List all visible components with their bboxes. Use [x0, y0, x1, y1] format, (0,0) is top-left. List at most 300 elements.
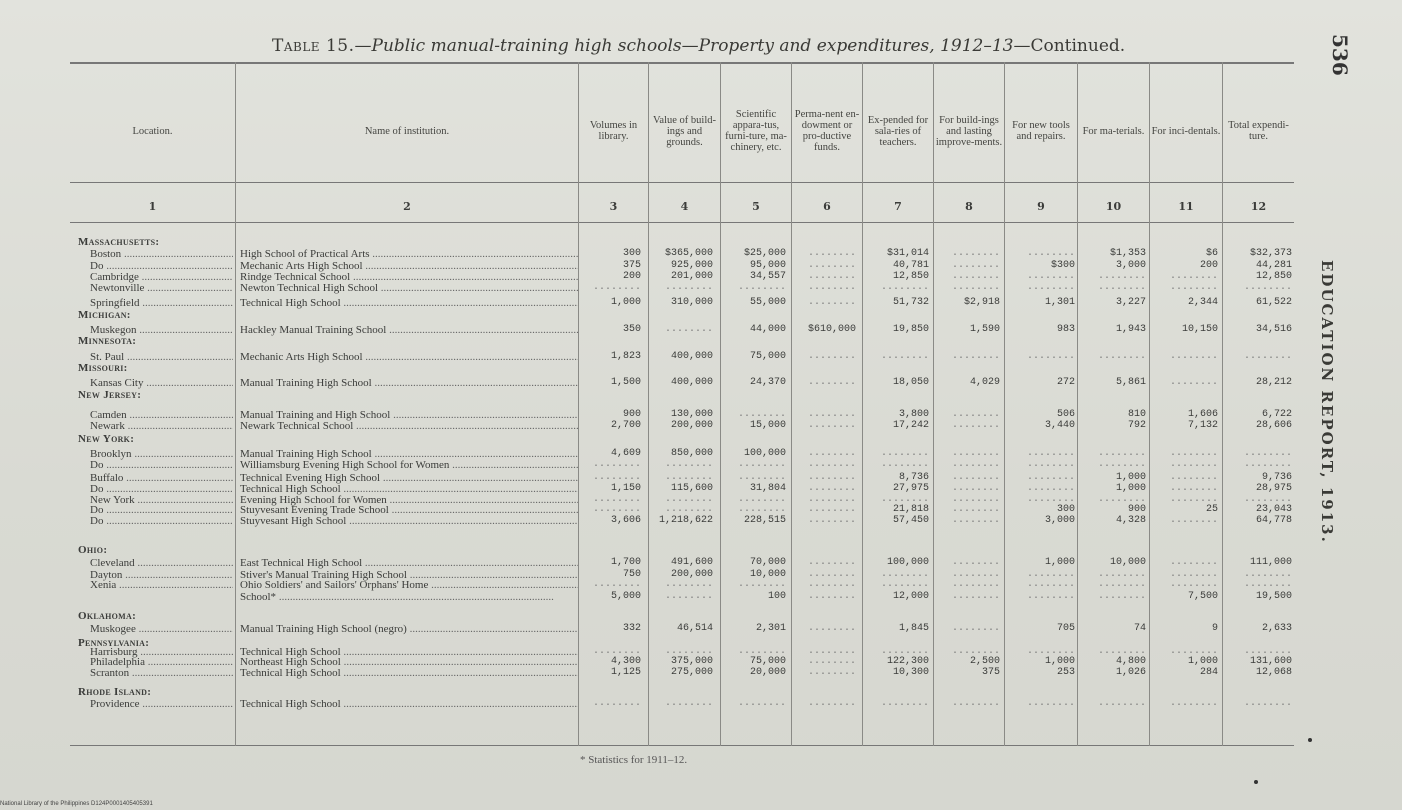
value-cell: 19,500	[1255, 591, 1292, 602]
table-row	[70, 297, 1294, 309]
column-number: 9	[1037, 199, 1045, 213]
value-cell: 1,000	[1115, 483, 1146, 494]
value-cell: ........	[1026, 282, 1075, 293]
value-cell: ........	[1097, 591, 1146, 602]
value-cell: ........	[1169, 515, 1218, 526]
value-cell: 6,722	[1261, 409, 1292, 420]
value-cell: ........	[592, 646, 641, 657]
value-cell: ........	[807, 420, 856, 431]
value-cell: ........	[807, 646, 856, 657]
value-cell: ........	[1243, 494, 1292, 505]
state-label: Pennsylvania:	[78, 637, 150, 649]
institution-cell: East Technical High School .....	[240, 557, 578, 569]
value-cell: 272	[1056, 377, 1075, 388]
value-cell: ........	[1097, 579, 1146, 590]
value-cell: 8,736	[898, 472, 929, 483]
institution-cell: Technical High School .....	[240, 297, 578, 309]
value-cell: 3,000	[1115, 260, 1146, 271]
value-cell: 1,150	[610, 483, 641, 494]
institution-cell: Manual Training High School .....	[240, 377, 578, 389]
value-cell: 300	[622, 248, 641, 259]
value-cell: 23,043	[1255, 504, 1292, 515]
institution-cell: Technical High School .....	[240, 646, 578, 658]
value-cell: 900	[1127, 504, 1146, 515]
value-cell: ........	[807, 569, 856, 580]
header-salaries: Ex-pended for sala-ries of teachers.	[867, 114, 929, 148]
value-cell: 201,000	[670, 271, 713, 282]
location-cell: Camden .....	[90, 409, 233, 421]
table-title-tail: Continued.	[1030, 36, 1126, 56]
value-cell: ........	[951, 282, 1000, 293]
value-cell: ........	[807, 459, 856, 470]
value-cell: 2,301	[755, 623, 786, 634]
value-cell: ........	[1026, 494, 1075, 505]
value-cell: ........	[1026, 448, 1075, 459]
value-cell: ........	[1169, 494, 1218, 505]
value-cell: ........	[592, 504, 641, 515]
value-cell: $6	[1205, 248, 1218, 259]
value-cell: ........	[1243, 351, 1292, 362]
value-cell: 31,804	[749, 483, 786, 494]
value-cell: ........	[951, 472, 1000, 483]
value-cell: ........	[951, 698, 1000, 709]
value-cell: 3,227	[1115, 297, 1146, 308]
value-cell: 115,600	[670, 483, 713, 494]
value-cell: ........	[592, 282, 641, 293]
table-bottom-rule	[70, 745, 1294, 746]
value-cell: 310,000	[670, 297, 713, 308]
location-cell: Buffalo .....	[90, 472, 233, 484]
institution-cell: Manual Training and High School .....	[240, 409, 578, 421]
institution-cell: Mechanic Arts High School .....	[240, 351, 578, 363]
value-cell: 9	[1211, 623, 1218, 634]
location-cell: Scranton .....	[90, 667, 233, 679]
value-cell: ........	[807, 656, 856, 667]
table-title-body: —Public manual-training high schools—Property and expenditures, 1912–13—	[354, 36, 1031, 56]
value-cell: 19,850	[892, 324, 929, 335]
value-cell: 12,000	[892, 591, 929, 602]
state-label: New Jersey:	[78, 389, 142, 401]
institution-cell: Manual Training High School .....	[240, 448, 578, 460]
value-cell: 100	[767, 591, 786, 602]
value-cell: 3,440	[1044, 420, 1075, 431]
institution-cell: Williamsburg Evening High School for Women .....	[240, 459, 578, 471]
state-row	[70, 433, 1294, 445]
state-label: Missouri:	[78, 362, 128, 374]
value-cell: 200,000	[670, 569, 713, 580]
value-cell: 900	[622, 409, 641, 420]
value-cell: ........	[1169, 483, 1218, 494]
value-cell: 17,242	[892, 420, 929, 431]
value-cell: $32,373	[1249, 248, 1292, 259]
column-number: 2	[403, 199, 411, 213]
institution-cell: Stuyvesant Evening Trade School .....	[240, 504, 578, 516]
column-number: 11	[1178, 199, 1194, 213]
value-cell: $25,000	[743, 248, 786, 259]
value-cell: ........	[807, 351, 856, 362]
column-number: 3	[609, 199, 618, 213]
institution-cell: Evening High School for Women .....	[240, 494, 578, 506]
value-cell: 3,606	[610, 515, 641, 526]
value-cell: ........	[1026, 646, 1075, 657]
value-cell: 100,000	[743, 448, 786, 459]
value-cell: ........	[664, 646, 713, 657]
value-cell: 12,850	[1255, 271, 1292, 282]
header-materials: For ma-terials.	[1082, 125, 1145, 137]
institution-cell: Mechanic Arts High School .....	[240, 260, 578, 272]
value-cell: ........	[1169, 472, 1218, 483]
value-cell: 750	[622, 569, 641, 580]
table-row	[70, 698, 1294, 710]
value-cell: 375,000	[670, 656, 713, 667]
value-cell: 1,000	[1044, 557, 1075, 568]
value-cell: ........	[1169, 698, 1218, 709]
value-cell: ........	[1026, 569, 1075, 580]
value-cell: ........	[1243, 698, 1292, 709]
value-cell: 122,300	[886, 656, 929, 667]
value-cell: 1,000	[1044, 656, 1075, 667]
value-cell: ........	[1169, 459, 1218, 470]
value-cell: 332	[622, 623, 641, 634]
value-cell: ........	[1097, 271, 1146, 282]
value-cell: ........	[807, 515, 856, 526]
value-cell: 74	[1133, 623, 1146, 634]
value-cell: ........	[737, 698, 786, 709]
value-cell: ........	[1243, 579, 1292, 590]
table-row	[70, 515, 1294, 527]
location-cell: Dayton .....	[90, 569, 233, 581]
value-cell: ........	[807, 282, 856, 293]
value-cell: ........	[1169, 271, 1218, 282]
institution-cell: High School of Practical Arts .....	[240, 248, 578, 260]
value-cell: ........	[592, 698, 641, 709]
value-cell: ........	[1243, 448, 1292, 459]
value-cell: 24,370	[749, 377, 786, 388]
value-cell: 1,500	[610, 377, 641, 388]
location-cell: Boston .....	[90, 248, 233, 260]
value-cell: ........	[592, 494, 641, 505]
value-cell: ........	[737, 459, 786, 470]
location-cell: Muskegon .....	[90, 324, 233, 336]
value-cell: ........	[807, 698, 856, 709]
value-cell: 46,514	[676, 623, 713, 634]
value-cell: ........	[880, 448, 929, 459]
value-cell: 12,850	[892, 271, 929, 282]
state-label: Massachusetts:	[78, 236, 160, 248]
table-row	[70, 459, 1294, 471]
value-cell: ........	[1097, 282, 1146, 293]
state-row	[70, 309, 1294, 321]
value-cell: ........	[951, 569, 1000, 580]
table-row	[70, 557, 1294, 569]
running-head: EDUCATION REPORT, 1913.	[1318, 260, 1336, 544]
header-value-buildings: Value of build-ings and grounds.	[653, 114, 716, 148]
value-cell: ........	[951, 271, 1000, 282]
value-cell: 275,000	[670, 667, 713, 678]
state-row	[70, 686, 1294, 698]
table-row	[70, 282, 1294, 294]
institution-cell: Newton Technical High School .....	[240, 282, 578, 294]
value-cell: $365,000	[664, 248, 713, 259]
value-cell: 850,000	[670, 448, 713, 459]
location-cell: Providence .....	[90, 698, 233, 710]
state-row	[70, 544, 1294, 556]
value-cell: 350	[622, 324, 641, 335]
value-cell: 40,781	[892, 260, 929, 271]
value-cell: 34,516	[1255, 324, 1292, 335]
value-cell: 1,700	[610, 557, 641, 568]
institution-cell: Hackley Manual Training School .....	[240, 324, 578, 336]
value-cell: 925,000	[670, 260, 713, 271]
table-row	[70, 420, 1294, 432]
table-row	[70, 667, 1294, 679]
column-number: 6	[823, 199, 831, 213]
value-cell: ........	[951, 420, 1000, 431]
source-line: National Library of the Philippines D124P0001405405391	[0, 801, 153, 807]
value-cell: 55,000	[749, 297, 786, 308]
value-cell: ........	[951, 646, 1000, 657]
location-cell: New York .....	[90, 494, 233, 506]
institution-cell: Manual Training High School (negro) .....	[240, 623, 578, 635]
table-row	[70, 377, 1294, 389]
column-number: 4	[680, 199, 689, 213]
value-cell: 253	[1056, 667, 1075, 678]
value-cell: ........	[951, 494, 1000, 505]
value-cell: ........	[951, 557, 1000, 568]
institution-cell: Newark Technical School .....	[240, 420, 578, 432]
value-cell: 983	[1056, 324, 1075, 335]
value-cell: ........	[807, 667, 856, 678]
value-cell: 200,000	[670, 420, 713, 431]
value-cell: ........	[1169, 557, 1218, 568]
column-number: 8	[965, 199, 973, 213]
value-cell: 284	[1199, 667, 1218, 678]
value-cell: ........	[592, 579, 641, 590]
state-label: New York:	[78, 433, 135, 445]
value-cell: ........	[1097, 646, 1146, 657]
value-cell: ........	[807, 448, 856, 459]
column-number: 12	[1250, 199, 1267, 213]
location-cell: Brooklyn .....	[90, 448, 233, 460]
value-cell: ........	[1097, 494, 1146, 505]
value-cell: 10,300	[892, 667, 929, 678]
state-row	[70, 389, 1294, 401]
value-cell: $31,014	[886, 248, 929, 259]
value-cell: ........	[807, 297, 856, 308]
header-institution: Name of institution.	[364, 125, 450, 137]
scan-speck	[1254, 780, 1258, 784]
value-cell: 1,301	[1044, 297, 1075, 308]
value-cell: ........	[664, 591, 713, 602]
value-cell: 792	[1127, 420, 1146, 431]
value-cell: 28,975	[1255, 483, 1292, 494]
value-cell: 2,344	[1187, 297, 1218, 308]
header-endowment: Perma-nent en-dowment or pro-ductive funds.	[794, 109, 860, 153]
value-cell: 4,029	[969, 377, 1000, 388]
value-cell: ........	[951, 260, 1000, 271]
institution-cell: School* .....	[240, 591, 578, 603]
header-tools: For new tools and repairs.	[1012, 120, 1070, 142]
location-cell: Do .....	[90, 260, 233, 272]
value-cell: ........	[880, 459, 929, 470]
value-cell: ........	[664, 579, 713, 590]
institution-cell: Technical High School .....	[240, 698, 578, 710]
value-cell: ........	[664, 459, 713, 470]
value-cell: 100,000	[886, 557, 929, 568]
value-cell: ........	[951, 623, 1000, 634]
header-location: Location.	[132, 125, 173, 137]
table-row	[70, 579, 1294, 591]
value-cell: 34,557	[749, 271, 786, 282]
state-row	[70, 236, 1294, 248]
institution-cell: Ohio Soldiers' and Sailors' Orphans' Home .....	[240, 579, 578, 591]
value-cell: 2,633	[1261, 623, 1292, 634]
column-number: 1	[148, 199, 157, 213]
value-cell: 28,606	[1255, 420, 1292, 431]
value-cell: 64,778	[1255, 515, 1292, 526]
value-cell: $610,000	[807, 324, 856, 335]
value-cell: ........	[664, 698, 713, 709]
table-row	[70, 248, 1294, 260]
institution-cell: Stiver's Manual Training High School .....	[240, 569, 578, 581]
value-cell: ........	[951, 579, 1000, 590]
value-cell: ........	[880, 698, 929, 709]
value-cell: ........	[951, 515, 1000, 526]
location-cell: Do .....	[90, 515, 233, 527]
data-table	[70, 62, 1294, 746]
value-cell: 375	[622, 260, 641, 271]
value-cell: ........	[807, 494, 856, 505]
location-cell: Do .....	[90, 504, 233, 516]
value-cell: ........	[664, 324, 713, 335]
value-cell: ........	[1097, 698, 1146, 709]
location-cell: Cambridge .....	[90, 271, 233, 283]
value-cell: 1,218,622	[658, 515, 713, 526]
header-buildings-expended: For build-ings and lasting improve-ments.	[935, 114, 1003, 148]
page-number: 536	[1328, 34, 1352, 76]
location-cell: Xenia .....	[90, 579, 233, 591]
value-cell: 75,000	[749, 351, 786, 362]
state-label: Ohio:	[78, 544, 108, 556]
value-cell: 7,500	[1187, 591, 1218, 602]
value-cell: 200	[1199, 260, 1218, 271]
value-cell: ........	[737, 494, 786, 505]
value-cell: 400,000	[670, 377, 713, 388]
value-cell: 810	[1127, 409, 1146, 420]
value-cell: 21,818	[892, 504, 929, 515]
value-cell: ........	[1026, 472, 1075, 483]
value-cell: ........	[951, 504, 1000, 515]
value-cell: ........	[1243, 282, 1292, 293]
state-row	[70, 362, 1294, 374]
value-cell: 130,000	[670, 409, 713, 420]
value-cell: ........	[592, 472, 641, 483]
value-cell: ........	[1026, 459, 1075, 470]
value-cell: 5,861	[1115, 377, 1146, 388]
state-label: Oklahoma:	[78, 610, 137, 622]
value-cell: $300	[1050, 260, 1075, 271]
value-cell: $1,353	[1109, 248, 1146, 259]
value-cell: 18,050	[892, 377, 929, 388]
value-cell: ........	[1169, 282, 1218, 293]
value-cell: 61,522	[1255, 297, 1292, 308]
state-row	[70, 335, 1294, 347]
table-row	[70, 591, 1294, 603]
value-cell: 4,609	[610, 448, 641, 459]
institution-cell: Technical High School .....	[240, 667, 578, 679]
value-cell: ........	[1026, 248, 1075, 259]
scan-speck	[1308, 738, 1312, 742]
institution-cell: Technical High School .....	[240, 483, 578, 495]
value-cell: 5,000	[610, 591, 641, 602]
value-cell: ........	[951, 409, 1000, 420]
value-cell: ........	[1097, 448, 1146, 459]
value-cell: 1,845	[898, 623, 929, 634]
value-cell: ........	[1097, 569, 1146, 580]
value-cell: ........	[880, 579, 929, 590]
value-cell: 1,590	[969, 324, 1000, 335]
value-cell: 1,026	[1115, 667, 1146, 678]
value-cell: 57,450	[892, 515, 929, 526]
value-cell: 10,150	[1181, 324, 1218, 335]
value-cell: ........	[951, 351, 1000, 362]
value-cell: ........	[1026, 698, 1075, 709]
value-cell: ........	[951, 248, 1000, 259]
value-cell: 1,000	[610, 297, 641, 308]
header-volumes: Volumes in library.	[589, 120, 638, 142]
institution-cell: Stuyvesant High School .....	[240, 515, 578, 527]
value-cell: ........	[1169, 579, 1218, 590]
value-cell: ........	[1026, 483, 1075, 494]
value-cell: ........	[951, 591, 1000, 602]
value-cell: ........	[807, 579, 856, 590]
value-cell: 4,800	[1115, 656, 1146, 667]
value-cell: ........	[807, 377, 856, 388]
value-cell: ........	[1097, 351, 1146, 362]
value-cell: 111,000	[1249, 557, 1292, 568]
value-cell: ........	[664, 282, 713, 293]
value-cell: 15,000	[749, 420, 786, 431]
value-cell: 1,823	[610, 351, 641, 362]
value-cell: ........	[951, 459, 1000, 470]
value-cell: ........	[1169, 377, 1218, 388]
value-cell: 705	[1056, 623, 1075, 634]
header-total: Total expendi-ture.	[1228, 120, 1289, 142]
value-cell: ........	[807, 271, 856, 282]
value-cell: ........	[807, 504, 856, 515]
value-cell: ........	[807, 591, 856, 602]
location-cell: Muskogee .....	[90, 623, 233, 635]
value-cell: 75,000	[749, 656, 786, 667]
value-cell: ........	[1026, 579, 1075, 590]
institution-cell: Northeast High School .....	[240, 656, 578, 668]
value-cell: 44,281	[1255, 260, 1292, 271]
value-cell: ........	[807, 248, 856, 259]
value-cell: 70,000	[749, 557, 786, 568]
value-cell: ........	[807, 623, 856, 634]
value-cell: ........	[737, 646, 786, 657]
value-cell: 10,000	[749, 569, 786, 580]
value-cell: 2,700	[610, 420, 641, 431]
value-cell: ........	[951, 483, 1000, 494]
value-cell: ........	[807, 483, 856, 494]
table-row	[70, 623, 1294, 635]
value-cell: 228,515	[743, 515, 786, 526]
value-cell: ........	[1243, 459, 1292, 470]
value-cell: 1,000	[1115, 472, 1146, 483]
value-cell: ........	[951, 448, 1000, 459]
value-cell: ........	[664, 472, 713, 483]
